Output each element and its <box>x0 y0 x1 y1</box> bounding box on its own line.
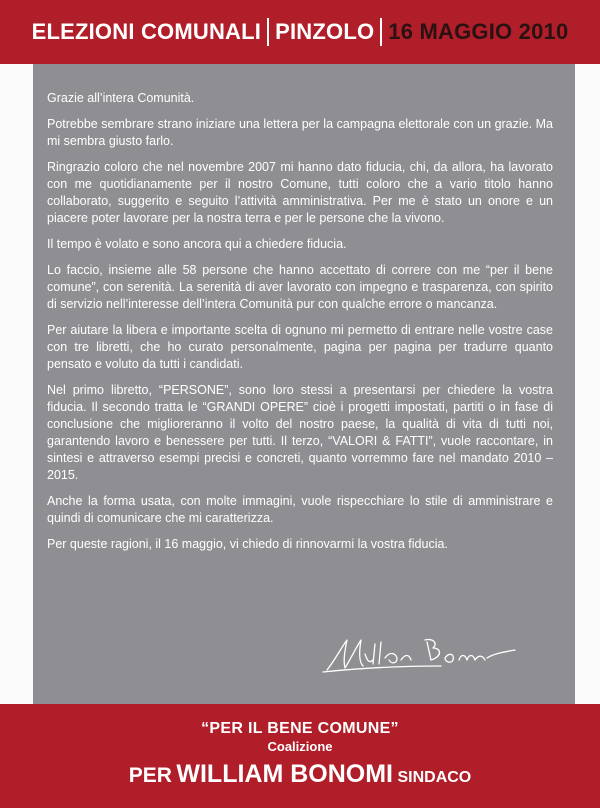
election-label: ELEZIONI COMUNALI <box>31 19 262 44</box>
header-divider <box>267 18 269 46</box>
footer-banner <box>0 704 600 808</box>
candidate-name: WILLIAM BONOMI <box>176 760 394 788</box>
town-name: PINZOLO <box>275 19 375 44</box>
letter-paragraph: Grazie all’intera Comunità. <box>47 91 195 105</box>
header-banner <box>0 0 600 64</box>
letter-paragraph: Ringrazio coloro che nel novembre 2007 mi hanno dato fiducia, chi, da allora, ha lavorato con me quotidianamente per il nostro Comune, tutti coloro che a vario titolo hanno collaborato, suggerito e seguito l’attività amministrativa. Per me è stato un onore e un piacere poter lavorare per la nostra terra e per le persone che la vivono. <box>47 160 553 225</box>
candidate-prefix: PER <box>128 764 172 787</box>
candidate-role: SINDACO <box>397 769 472 786</box>
candidate-line <box>0 760 600 789</box>
election-date: 16 MAGGIO 2010 <box>388 19 569 44</box>
letter-paragraph: Anche la forma usata, con molte immagini, vuole rispecchiare lo stile di amministrare e quindi di comunicare che mi caratterizza. <box>47 494 553 525</box>
letter-paragraph: Lo faccio, insieme alle 58 persone che hanno accettato di correre con me “per il bene comune”, con serenità. La serenità di aver lavorato con impegno e trasparenza, con spirito di servizio nell’interesse dell’intera Comunità pur con qualche errore o mancanza. <box>47 263 553 311</box>
letter-paragraph: Per queste ragioni, il 16 maggio, vi chiedo di rinnovarmi la vostra fiducia. <box>47 537 448 551</box>
letter-paragraph: Il tempo è volato e sono ancora qui a chiedere fiducia. <box>47 237 347 251</box>
letter-paragraph: Potrebbe sembrare strano iniziare una lettera per la campagna elettorale con un grazie. Ma mi sembra giusto farlo. <box>47 117 553 148</box>
header-divider <box>380 18 382 46</box>
coalition-label: Coalizione <box>267 739 333 754</box>
letter-body <box>47 90 553 562</box>
letter-panel <box>33 64 575 704</box>
letter-paragraph: Per aiutare la libera e importante scelta di ognuno mi permetto di entrare nelle vostre case con tre libretti, che ho curato personalmente, pagina per pagina per tradurre quanto pensato e voluto da tutti i candidati. <box>47 323 553 371</box>
letter-paragraph: Nel primo libretto, “PERSONE”, sono loro stessi a presentarsi per chiedere la vostra fiducia. Il secondo tratta le “GRANDI OPERE” cioè i progetti impostati, partiti o in fase di conclusione che miglioreranno il volto del nostro paese, la qualità di vita di tutti noi, garantendo lavoro e benessere per tutti. Il terzo, “VALORI & FATTI”, vuole raccontare, in sintesi e attraverso esempi precisi e concreti, quanto vorremmo fare nel mandato 2010 – 2015. <box>47 383 553 482</box>
campaign-slogan: “PER IL BENE COMUNE” <box>201 720 399 737</box>
signature-icon <box>321 630 521 676</box>
